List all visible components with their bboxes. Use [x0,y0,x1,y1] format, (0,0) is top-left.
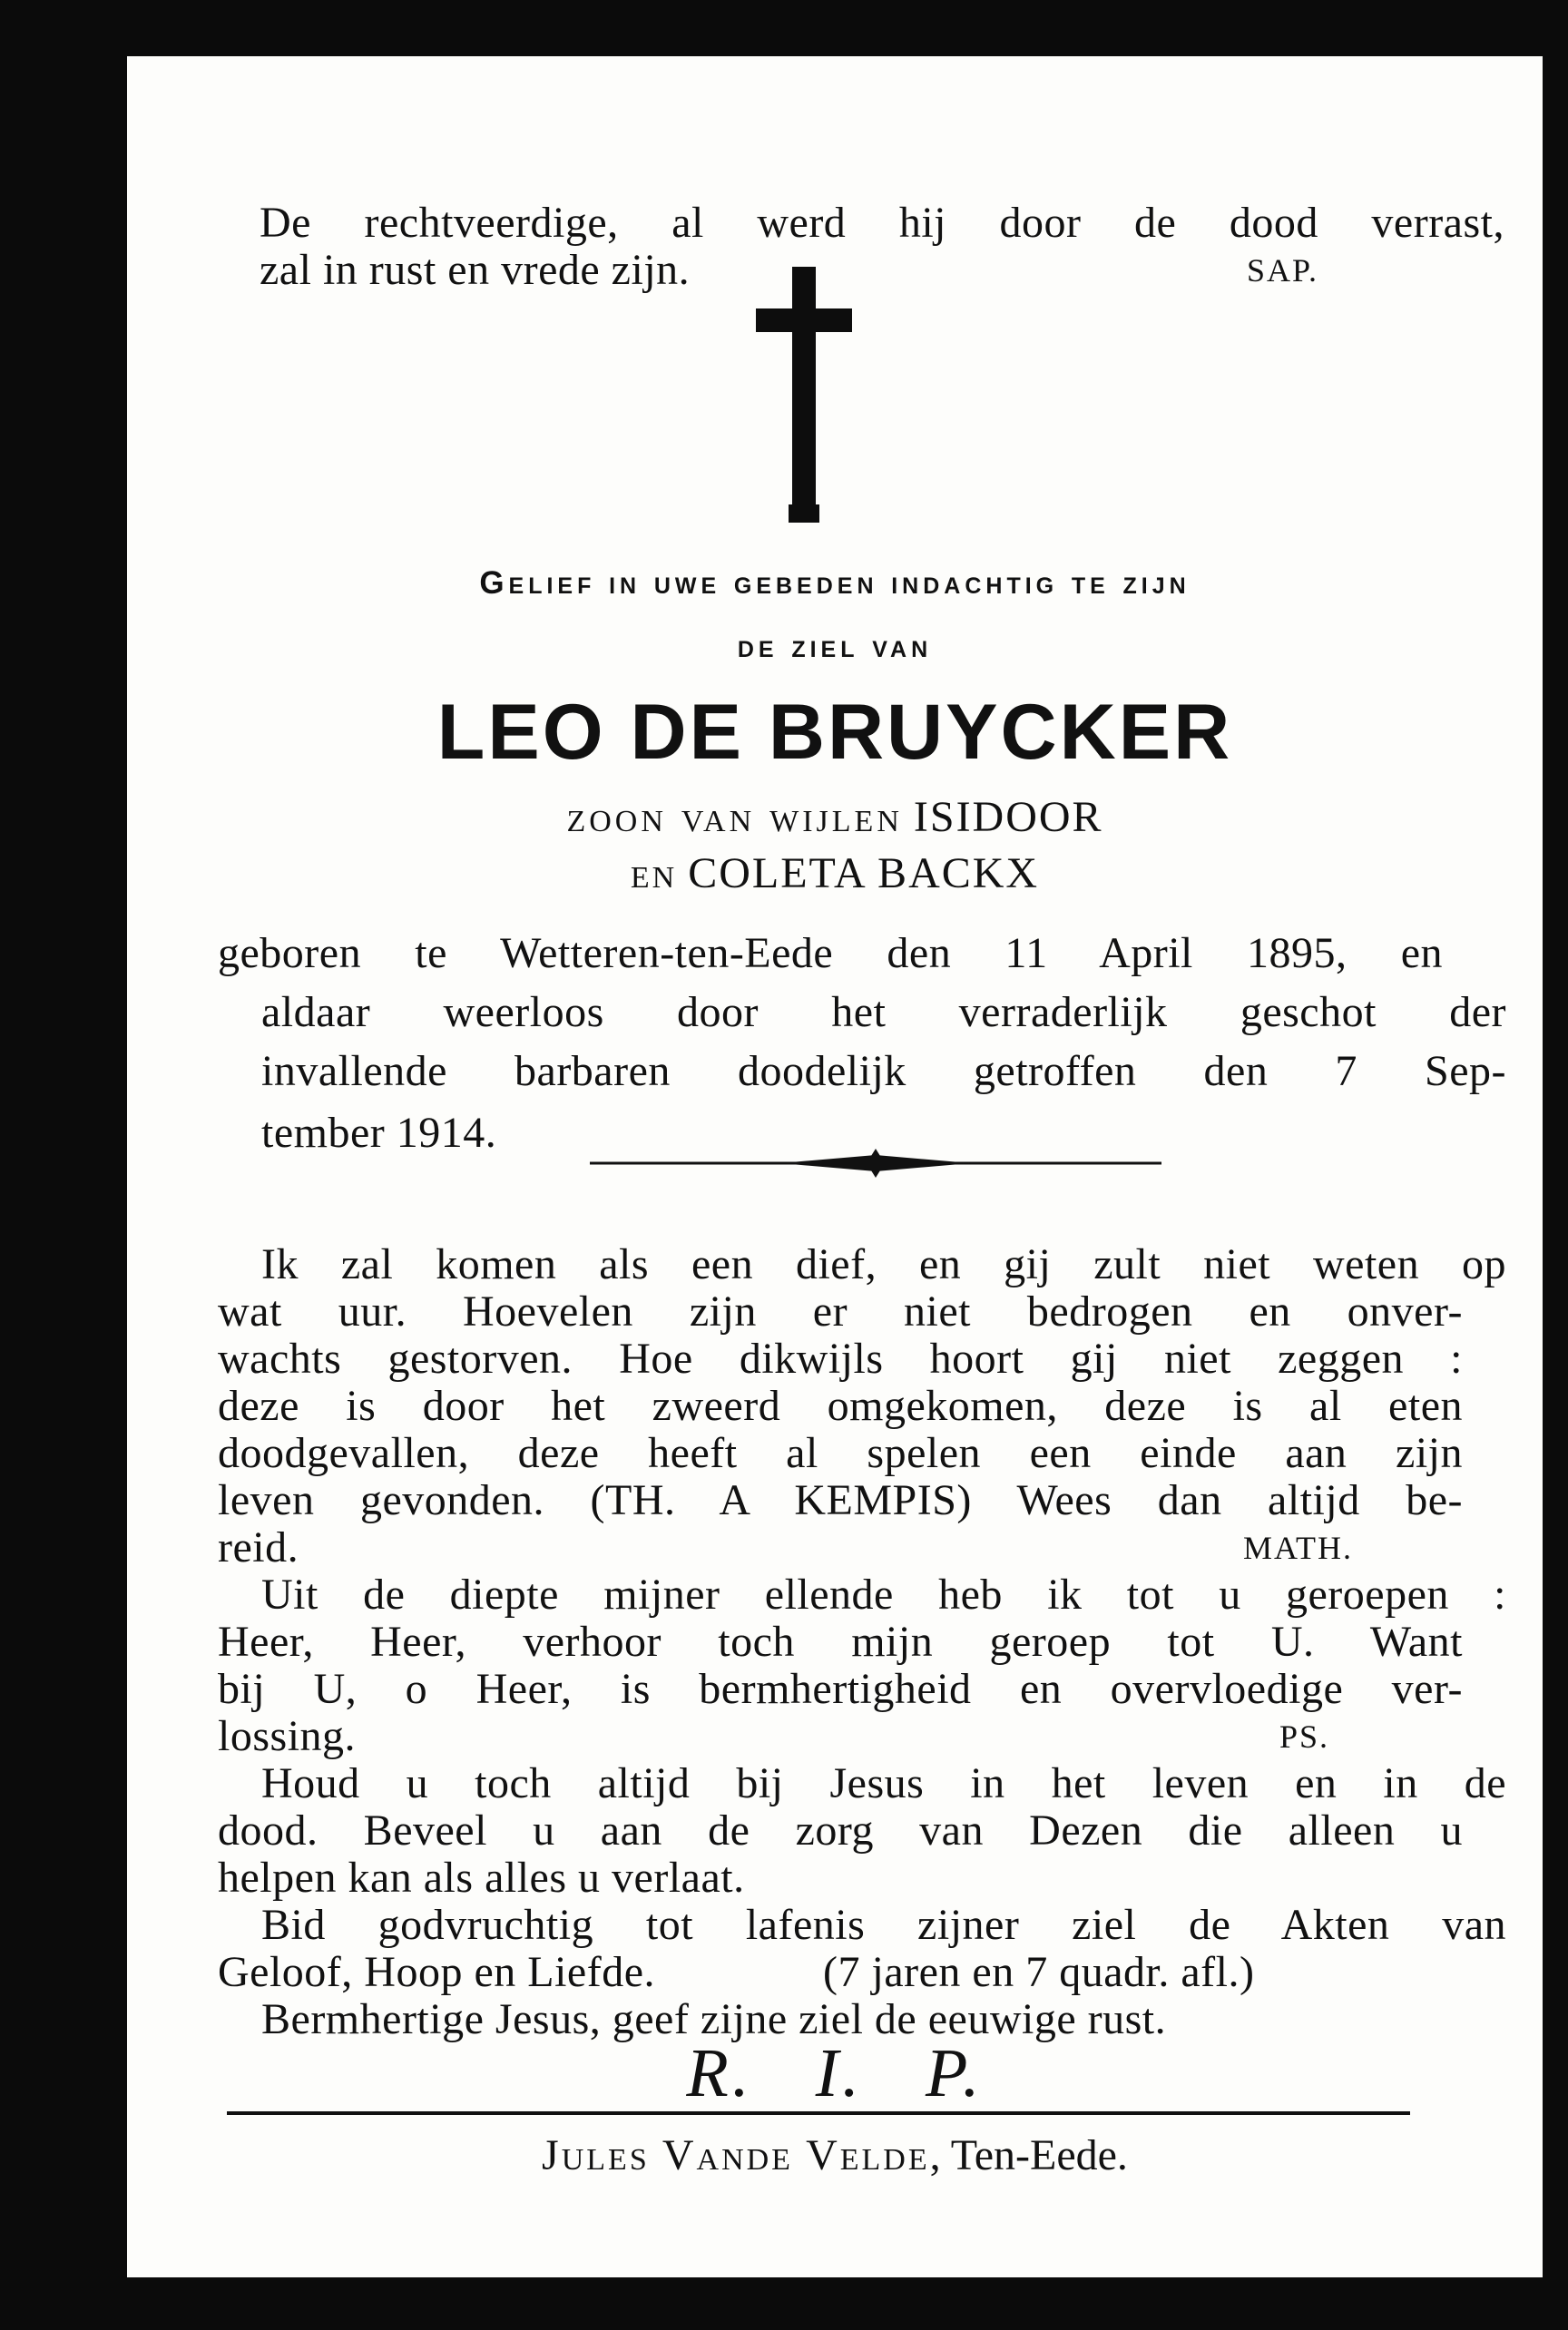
prayer-line-17: Bermhertige Jesus, geef zijne ziel de eeuwige rust. [261,1995,1167,2043]
prayer-source-math: MATH. [1243,1530,1354,1566]
prayer-line-9: Heer, Heer, verhoor toch mijn geroep tot U. Want [218,1618,1463,1666]
parents-prefix-1: zoon van wijlen [566,793,903,841]
ornamental-divider-icon [590,1145,1161,1181]
prayer-line-4: deze is door het zweerd omgekomen, deze is al eten [218,1382,1463,1430]
bio-line-4: tember 1914. [261,1109,497,1157]
prayer-line-12: Houd u toch altijd bij Jesus in het leven en in de [261,1759,1506,1807]
prayer-request-subheading: de ziel van [737,629,933,664]
prayer-line-13: dood. Beveel u aan de zorg van Dezen die alleen u [218,1806,1463,1855]
deceased-name: LEO DE BRUYCKER [436,689,1233,776]
epigraph-line-2: zal in rust en vrede zijn. [260,246,691,294]
prayer-line-7: reid. [218,1523,299,1571]
father-name: ISIDOOR [913,793,1103,841]
prayer-source-ps: PS. [1279,1718,1330,1755]
rip: R. I. P. [686,2035,984,2111]
prayer-line-11: lossing. [218,1712,357,1760]
prayer-line-8: Uit de diepte mijner ellende heb ik tot u geroepen : [261,1571,1506,1619]
printer-credit [127,2131,1543,2179]
prayer-line-15: Bid godvruchtig tot lafenis zijner ziel de Akten van [261,1901,1506,1949]
mother-name: COLETA BACKX [688,849,1040,897]
epigraph-source: SAP. [1247,252,1319,289]
parents-line-1 [127,793,1543,841]
prayer-line-16: Geloof, Hoop en Liefde. [218,1948,656,1996]
indulgence-note: (7 jaren en 7 quadr. afl.) [823,1948,1255,1996]
parents-prefix-2: en [630,849,678,897]
prayer-line-3: wachts gestorven. Hoe dikwijls hoort gij niet zeggen : [218,1335,1463,1383]
printer-name: Jules Vande Velde [542,2131,930,2179]
prayer-line-1: Ik zal komen als een dief, en gij zult niet weten op [261,1240,1506,1288]
bio-line-1: geboren te Wetteren-ten-Eede den 11 April 1895, en [218,929,1443,977]
prayer-line-6: leven gevonden. (TH. A KEMPIS) Wees dan altijd be- [218,1476,1463,1524]
prayer-line-14: helpen kan als alles u verlaat. [218,1854,745,1902]
epigraph-line-1: De rechtveerdige, al werd hij door de dood verrast, [260,199,1504,247]
prayer-line-2: wat uur. Hoevelen zijn er niet bedrogen en onver- [218,1287,1463,1336]
prayer-request-heading: Gelief in uwe gebeden indachtig te zijn [479,565,1191,601]
prayer-line-5: doodgevallen, deze heeft al spelen een einde aan zijn [218,1429,1463,1477]
prayer-line-10: bij U, o Heer, is bermhertigheid en overvloedige ver- [218,1665,1463,1713]
memorial-card [127,56,1543,2277]
bio-line-3: invallende barbaren doodelijk getroffen den 7 Sep- [261,1047,1506,1095]
printer-place: , Ten-Eede. [929,2131,1128,2179]
bio-line-2: aldaar weerloos door het verraderlijk geschot der [261,988,1506,1036]
cross-icon [756,267,852,523]
bottom-rule [227,2111,1410,2115]
parents-line-2 [127,849,1543,897]
